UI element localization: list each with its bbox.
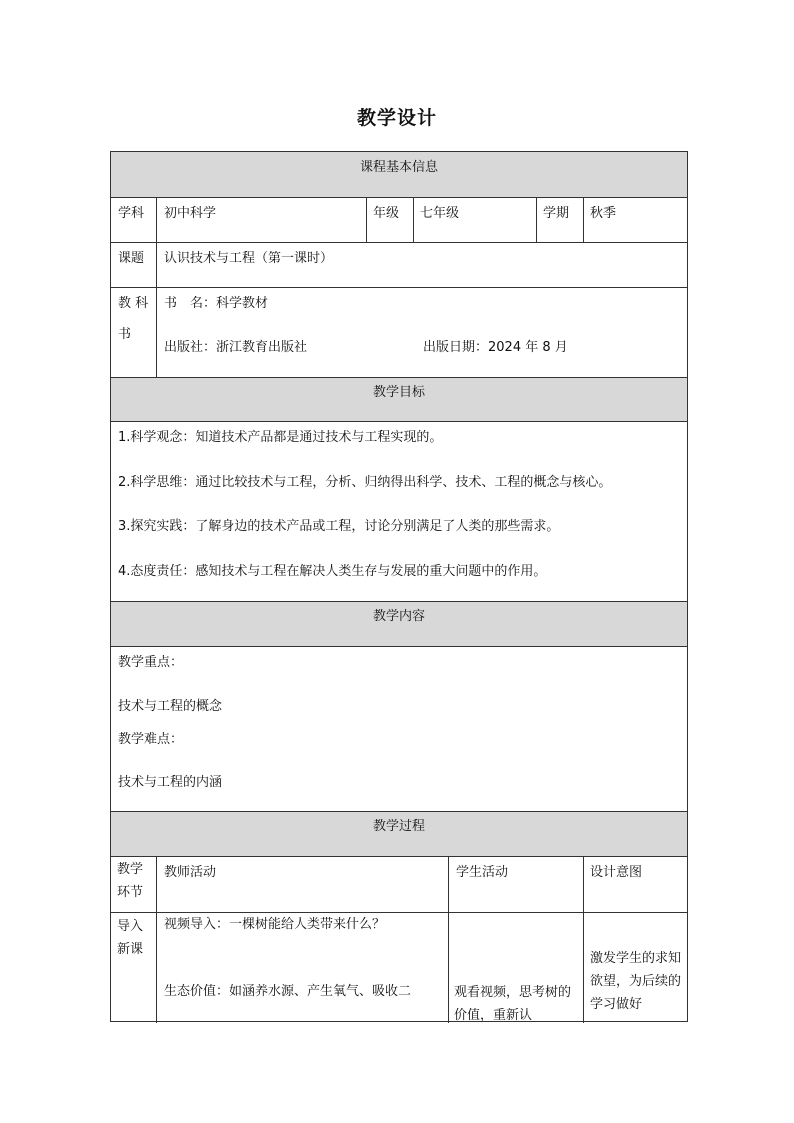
process-header-intent: 设计意图 [590,865,643,880]
teacher-activity-line: 生态价值：如涵养水源、产生氧气、吸收二 [164,984,412,999]
row-divider [111,421,687,422]
objective-item: 4.态度责任：感知技术与工程在解决人类生存与发展的重大问题中的作用。 [118,564,547,579]
process-stage: 导入新课 [117,919,144,957]
column-divider [413,197,414,242]
term-value: 秋季 [590,206,617,221]
row-divider [111,242,687,243]
topic-value: 认识技术与工程（第一课时） [164,251,334,266]
objective-item: 3.探究实践：了解身边的技术产品或工程，讨论分别满足了人类的那些需求。 [118,519,560,534]
section-header-process: 教学过程 [372,819,425,834]
teacher-activity-line: 视频导入：一棵树能给人类带来什么？ [164,917,386,932]
design-intent: 激发学生的求知欲望，为后续的学习做好 [590,951,682,1012]
column-divider [583,856,584,1023]
objective-item: 1.科学观念：知道技术产品都是通过技术与工程实现的。 [118,430,443,445]
process-header-student: 学生活动 [456,865,509,880]
row-divider [111,811,687,812]
section-header-content: 教学内容 [372,609,425,624]
row-divider [111,912,687,913]
publish-date: 出版日期：2024 年 8 月 [423,340,568,355]
key-point-label: 教学重点： [118,655,184,670]
difficulty-value: 技术与工程的内涵 [118,775,223,790]
row-divider [111,377,687,378]
column-divider [366,197,367,242]
column-divider [448,856,449,1023]
process-header-stage: 教学环节 [117,862,144,900]
page-title: 教学设计 [356,107,437,129]
publisher: 出版社：浙江教育出版社 [164,340,308,355]
student-activity: 观看视频，思考树的价值，重新认 [454,985,572,1023]
textbook-label-line2: 书 [118,327,132,342]
column-divider [156,856,157,1023]
column-divider [156,197,157,377]
row-divider [111,287,687,288]
section-header-objectives: 教学目标 [372,385,425,400]
subject-label: 学科 [118,206,145,221]
grade-value: 七年级 [420,206,460,221]
lesson-plan-table [110,151,688,1022]
key-point-value: 技术与工程的概念 [118,699,223,714]
grade-label: 年级 [373,206,400,221]
difficulty-label: 教学难点： [118,732,184,747]
objective-item: 2.科学思维：通过比较技术与工程，分析、归纳得出科学、技术、工程的概念与核心。 [118,475,612,490]
section-header-basic-info: 课程基本信息 [359,160,438,175]
column-divider [583,197,584,242]
row-divider [111,197,687,198]
topic-label: 课题 [118,251,145,266]
row-divider [111,856,687,857]
textbook-label-line1: 教 科 [118,296,149,311]
row-divider [111,601,687,602]
subject-value: 初中科学 [164,206,217,221]
column-divider [536,197,537,242]
process-header-teacher: 教师活动 [164,865,217,880]
row-divider [111,646,687,647]
book-name: 书 名：科学教材 [164,296,269,311]
term-label: 学期 [543,206,570,221]
